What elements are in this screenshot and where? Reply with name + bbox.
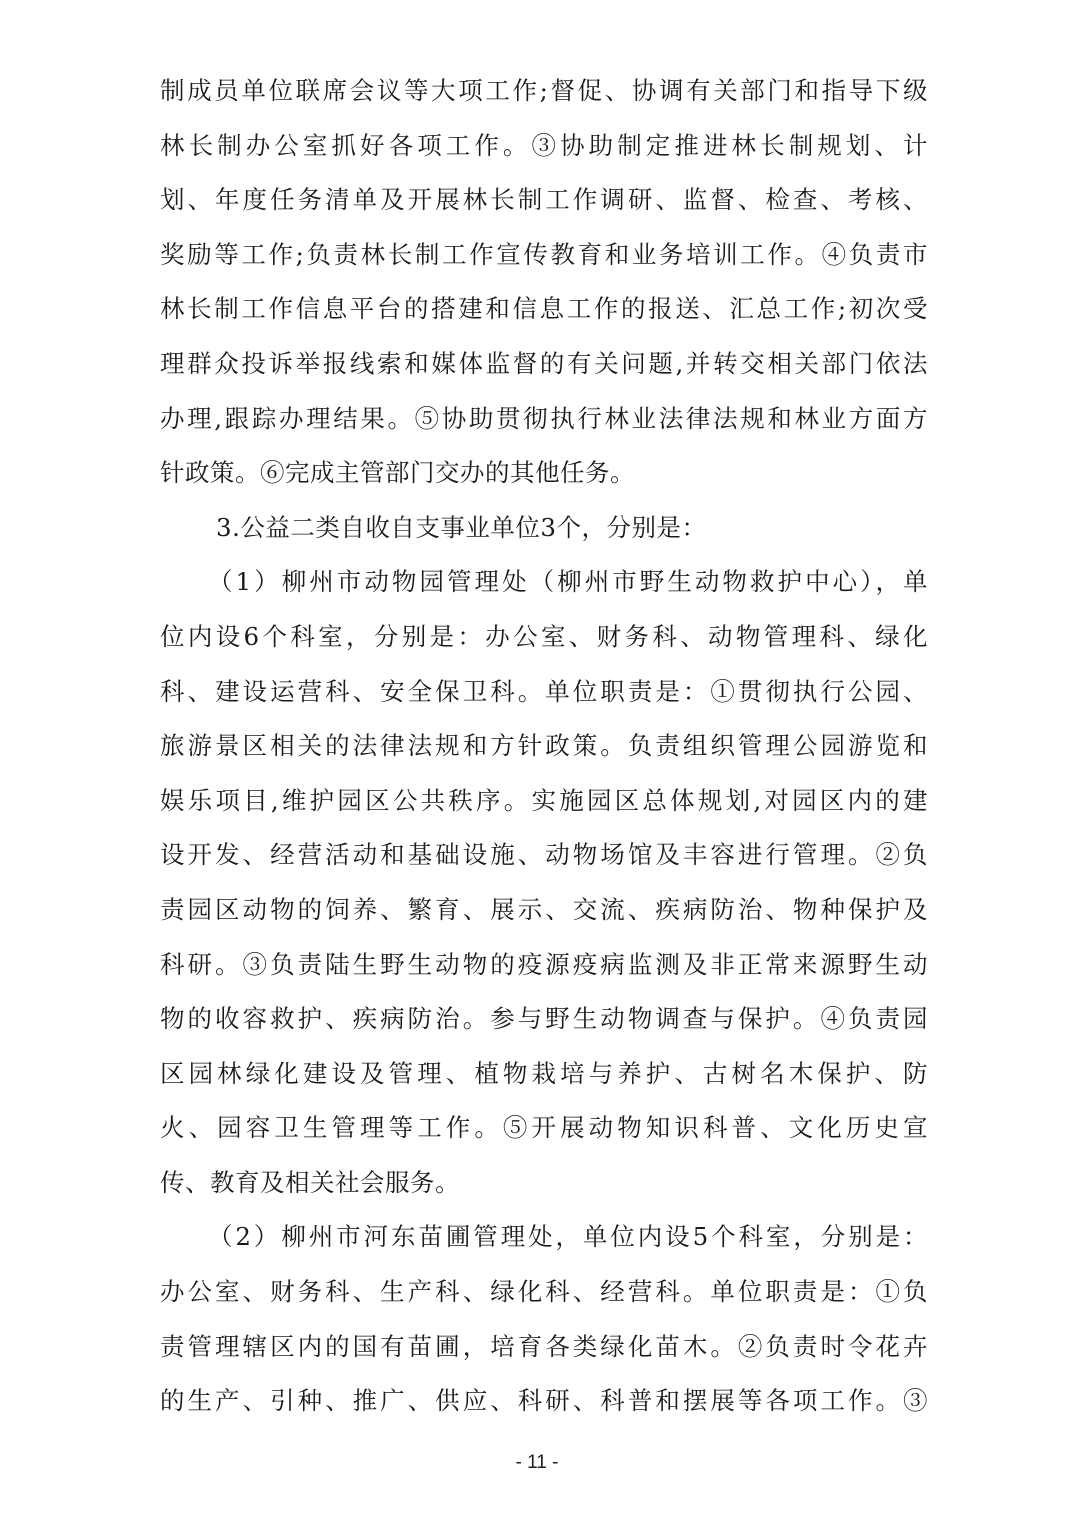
text-line: （1）柳州市动物园管理处（柳州市野生动物救护中心），单 [208,567,928,597]
text-line: 办公室、财务科、生产科、绿化科、经营科。单位职责是：①负 [160,1277,928,1307]
text-line: 责管理辖区内的国有苗圃，培育各类绿化苗木。②负责时令花卉 [160,1331,928,1361]
text-line: 针政策。⑥完成主管部门交办的其他任务。 [160,458,635,488]
text-line: 设开发、经营活动和基础设施、动物场馆及丰容进行管理。②负 [160,840,928,870]
text-line: 划、年度任务清单及开展林长制工作调研、监督、检查、考核、 [160,185,928,215]
text-line: 的生产、引种、推广、供应、科研、科普和摆展等各项工作。③ [160,1386,928,1416]
paragraph-section-3-heading [160,501,928,556]
section-heading: 3.公益二类自收自支事业单位3个，分别是： [216,512,707,542]
text-line: 理群众投诉举报线索和媒体监督的有关问题,并转交相关部门依法 [160,348,928,378]
text-line: 火、园容卫生管理等工作。⑤开展动物知识科普、文化历史宣 [160,1113,928,1143]
text-line: 位内设6个科室，分别是：办公室、财务科、动物管理科、绿化 [160,621,928,651]
paragraph-lin-zhang-duties [160,64,928,501]
text-line: （2）柳州市河东苗圃管理处，单位内设5个科室，分别是： [208,1222,928,1252]
paragraph-zoo-management [160,555,928,1210]
paragraph-hedong-nursery [160,1210,928,1428]
text-line: 科、建设运营科、安全保卫科。单位职责是：①贯彻执行公园、 [160,676,928,706]
text-line: 林长制办公室抓好各项工作。③协助制定推进林长制规划、计 [160,130,928,160]
text-line: 传、教育及相关社会服务。 [160,1167,460,1197]
text-line: 区园林绿化建设及管理、植物栽培与养护、古树名木保护、防 [160,1058,928,1088]
text-line: 娱乐项目,维护园区公共秩序。实施园区总体规划,对园区内的建 [160,785,928,815]
text-line: 物的收容救护、疾病防治。参与野生动物调查与保护。④负责园 [160,1004,928,1034]
text-line: 责园区动物的饲养、繁育、展示、交流、疾病防治、物种保护及 [160,894,928,924]
text-line: 奖励等工作;负责林长制工作宣传教育和业务培训工作。④负责市 [160,239,928,269]
text-line: 林长制工作信息平台的搭建和信息工作的报送、汇总工作;初次受 [160,294,928,324]
text-line: 科研。③负责陆生野生动物的疫源疫病监测及非正常来源野生动 [160,949,928,979]
text-line: 办理,跟踪办理结果。⑤协助贯彻执行林业法律法规和林业方面方 [160,403,928,433]
page-number: - 11 - [515,1452,559,1473]
text-line: 制成员单位联席会议等大项工作;督促、协调有关部门和指导下级 [160,76,928,105]
body-text [160,64,928,1429]
text-line: 旅游景区相关的法律法规和方针政策。负责组织管理公园游览和 [160,731,928,761]
